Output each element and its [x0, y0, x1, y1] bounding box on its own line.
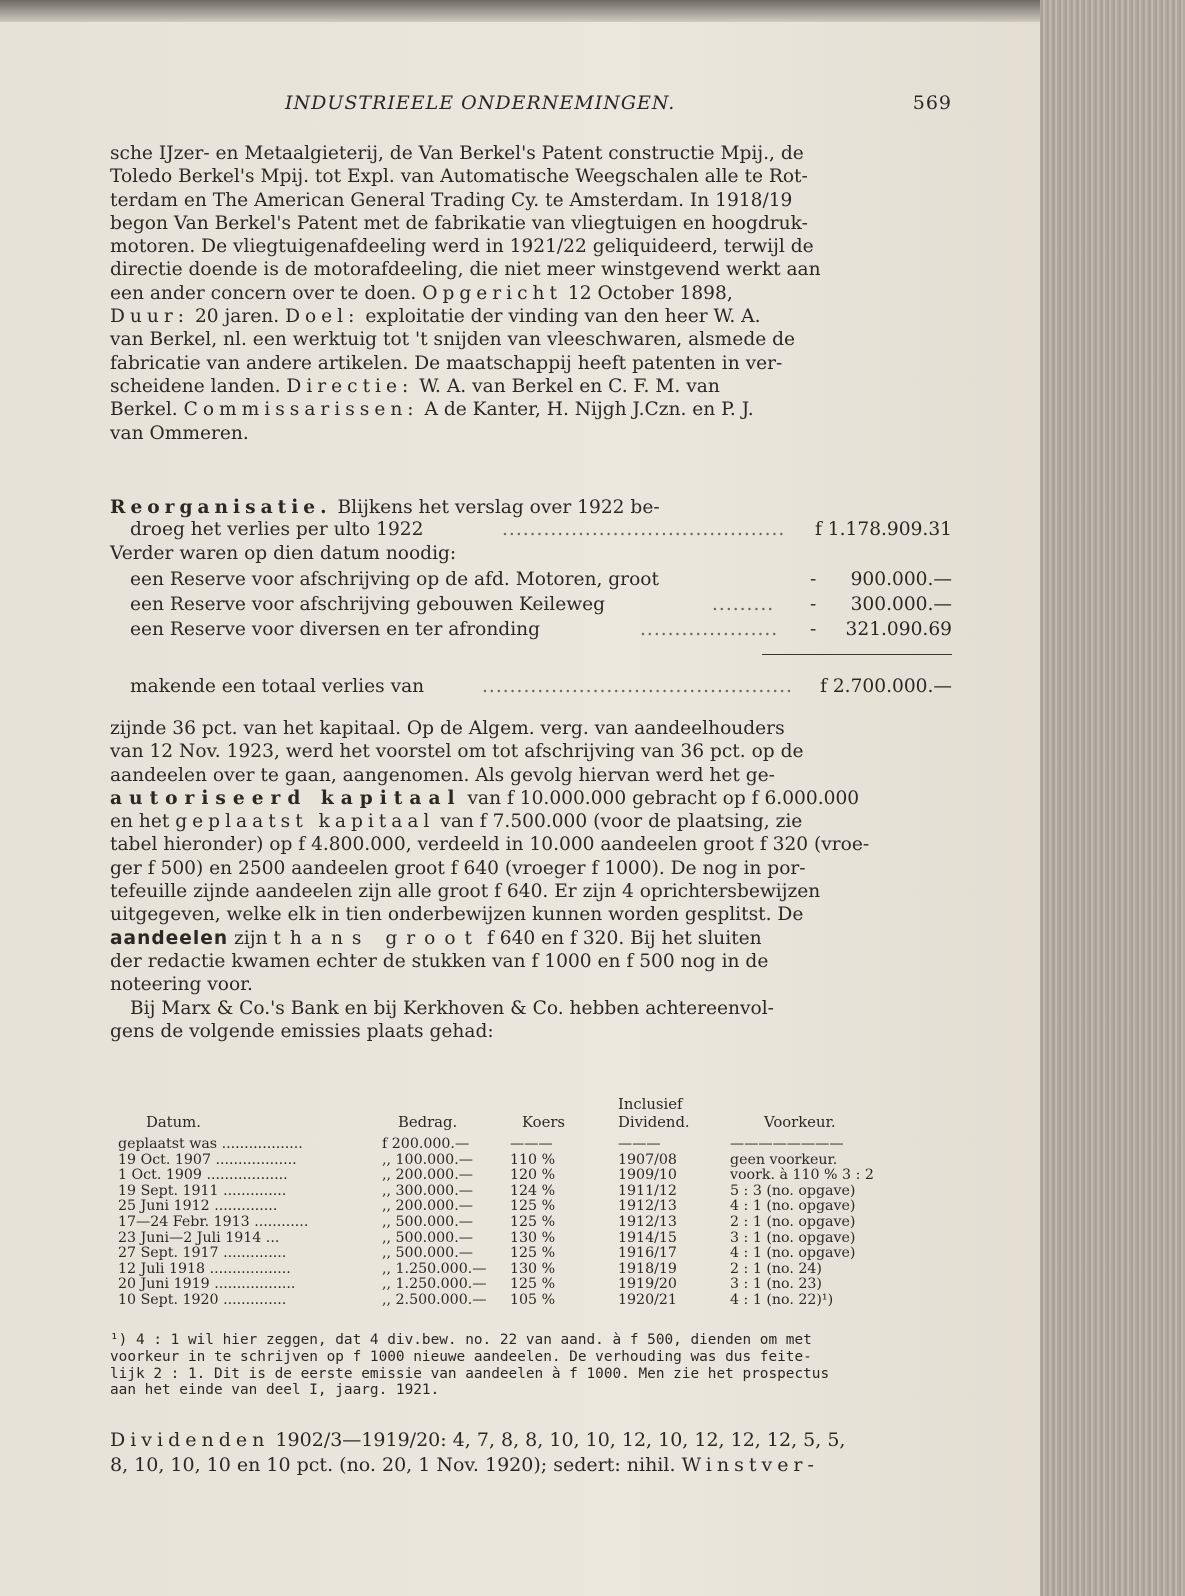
reserve-amount: 321.090.69: [845, 619, 952, 640]
text-line: scheidene landen. Directie: W. A. van Berkel en C. F. M. van: [110, 375, 720, 397]
winstverdeling-label: Winstver-: [681, 1454, 819, 1476]
paragraph-capital: [110, 717, 952, 1043]
cell-koers: 130 %: [510, 1260, 556, 1277]
duur-value: 20 jaren.: [194, 306, 280, 328]
table-row: [118, 1246, 888, 1262]
text-line: uitgegeven, welke elk in tien onderbewijzen kunnen worden gesplitst. De: [110, 904, 804, 926]
header-bedrag: Bedrag.: [398, 1114, 458, 1131]
text-line: aandeelen over te gaan, aangenomen. Als gevolg hiervan werd het ge-: [110, 764, 775, 786]
table-row: [118, 1262, 888, 1278]
table-row: [118, 1137, 888, 1153]
cell-koers: 125 %: [510, 1245, 556, 1262]
text-line: van Ommeren.: [110, 422, 249, 444]
text-line: Berkel. Commissarissen: A de Kanter, H. Nijgh J.Czn. en P. J.: [110, 399, 754, 421]
cell-koers: 124 %: [510, 1182, 556, 1199]
text-line: motoren. De vliegtuigenafdeeling werd in 1921/22 geliquideerd, terwijl de: [110, 236, 814, 258]
header-dividend: Dividend.: [618, 1114, 690, 1131]
cell-datum: 10 Sept. 1920 ..............: [118, 1292, 287, 1308]
cell-voorkeur: 2 : 1 (no. opgave): [730, 1214, 856, 1230]
cell-koers: 105 %: [510, 1292, 556, 1308]
text-line: gens de volgende emissies plaats gehad:: [110, 1020, 494, 1042]
total-amount: f 2.700.000.—: [820, 676, 952, 697]
dividenden-paragraph: [110, 1428, 952, 1478]
cell-bedrag: ,, 200.000.—: [382, 1198, 473, 1215]
text-line: en het geplaatst kapitaal van f 7.500.000 (voor de plaatsing, zie: [110, 811, 803, 833]
table-header-top: Inclusief: [618, 1096, 683, 1113]
text-line: tefeuille zijnde aandeelen zijn alle groot f 640. Er zijn 4 oprichtersbewijzen: [110, 881, 821, 903]
footnote: [110, 1332, 952, 1399]
cell-dividend: 1907/08: [618, 1151, 677, 1168]
cell-koers: 130 %: [510, 1229, 556, 1246]
text-line: Toledo Berkel's Mpij. tot Expl. van Automatische Weegschalen alle te Rot-: [110, 166, 808, 188]
table-row: [118, 1199, 888, 1215]
text-line: een ander concern over te doen. Opgericht 12 October 1898,: [110, 282, 733, 304]
cell-datum: 1 Oct. 1909 ..................: [118, 1167, 288, 1184]
table-header: [118, 1115, 888, 1131]
cell-bedrag: f 200.000.—: [382, 1136, 470, 1152]
cell-koers: ———: [510, 1136, 553, 1152]
cell-voorkeur: 4 : 1 (no. opgave): [730, 1198, 856, 1215]
cell-voorkeur: 3 : 1 (no. opgave): [730, 1229, 856, 1246]
cell-dividend: 1909/10: [618, 1167, 677, 1184]
footnote-line: aan het einde van deel I, jaarg. 1921.: [110, 1382, 440, 1399]
loss-row: droeg het verlies per ulto 1922 ......................................... f 1.178.909.31: [130, 519, 952, 540]
cell-voorkeur: 2 : 1 (no. 24): [730, 1260, 822, 1277]
cell-dividend: 1912/13: [618, 1198, 677, 1215]
footnote-line: lijk 2 : 1. Dit is de eerste emissie van aandeelen à f 1000. Men zie het prospectus: [110, 1365, 830, 1382]
book-page-edges: [1040, 0, 1185, 1596]
commissarissen-label: Commissarissen:: [183, 399, 419, 421]
header-voorkeur: Voorkeur.: [764, 1114, 836, 1131]
text-line: van 12 Nov. 1923, werd het voorstel om tot afschrijving van 36 pct. op de: [110, 741, 804, 763]
text-line: begon Van Berkel's Patent met de fabrikatie van vliegtuigen en hoogdruk-: [110, 212, 808, 234]
footnote-line: ¹) 4 : 1 wil hier zeggen, dat 4 div.bew. no. 22 van aand. à f 500, dienden om met: [110, 1332, 812, 1348]
cell-voorkeur: 3 : 1 (no. 23): [730, 1276, 822, 1293]
cell-dividend: 1920/21: [618, 1292, 677, 1308]
cell-dividend: ———: [618, 1136, 661, 1152]
text-line: noteering voor.: [110, 974, 253, 996]
cell-voorkeur: 4 : 1 (no. opgave): [730, 1245, 856, 1262]
opgericht-label: Opgericht: [422, 282, 562, 304]
scan-top-shadow: [0, 0, 1040, 22]
maatschappelijk-kapitaal-label: autoriseerd kapitaal: [110, 787, 462, 809]
table-row: [118, 1277, 888, 1293]
text-line: sche IJzer- en Metaalgieterij, de Van Berkel's Patent constructie Mpij., de: [110, 143, 804, 164]
text-line: terdam en The American General Trading Cy. te Amsterdam. In 1918/19: [110, 189, 793, 211]
cell-voorkeur: 4 : 1 (no. 22)¹): [730, 1292, 834, 1308]
text-line: 8, 10, 10, 10 en 10 pct. (no. 20, 1 Nov. 1920); sedert: nihil. Winstver-: [110, 1454, 819, 1476]
table-row: [118, 1231, 888, 1247]
sum-rule: [762, 654, 952, 655]
loss-amount: f 1.178.909.31: [815, 519, 952, 540]
cell-datum: geplaatst was ..................: [118, 1136, 303, 1152]
header-datum: Datum.: [146, 1114, 201, 1131]
cell-bedrag: ,, 100.000.—: [382, 1151, 473, 1168]
thans-groot-label: thans groot: [273, 927, 482, 949]
table-row: [118, 1293, 888, 1309]
cell-datum: 23 Juni—2 Juli 1914 ...: [118, 1229, 280, 1246]
aandeelen-label: aandeelen: [110, 927, 229, 949]
cell-dividend: 1912/13: [618, 1214, 677, 1230]
cell-dividend: 1919/20: [618, 1276, 677, 1293]
reserve-amount: 900.000.—: [850, 569, 952, 590]
table-row: [118, 1168, 888, 1184]
reserve-row: een Reserve voor diversen en ter afronding .................... - 321.090.69: [130, 619, 952, 640]
cell-dividend: 1911/12: [618, 1182, 677, 1199]
table-row: [118, 1215, 888, 1231]
reserve-row: een Reserve voor afschrijving op de afd. Motoren, groot - 900.000.—: [130, 569, 952, 590]
cell-datum: 19 Sept. 1911 ..............: [118, 1182, 287, 1199]
header-koers: Koers: [522, 1114, 565, 1131]
cell-voorkeur: 5 : 3 (no. opgave): [730, 1182, 856, 1199]
dividenden-label: Dividenden: [110, 1429, 270, 1451]
cell-koers: 125 %: [510, 1198, 556, 1215]
verder-line: Verder waren op dien datum noodig:: [110, 543, 457, 564]
reorganisatie-heading-line: [110, 496, 952, 519]
reorganisatie-intro: Blijkens het verslag over 1922 be-: [337, 497, 660, 518]
cell-dividend: 1916/17: [618, 1245, 677, 1262]
text-line: der redactie kwamen echter de stukken van f 1000 en f 500 nog in de: [110, 950, 769, 972]
cell-voorkeur: voork. à 110 % 3 : 2: [730, 1167, 874, 1184]
cell-dividend: 1914/15: [618, 1229, 677, 1246]
text-line: tabel hieronder) op f 4.800.000, verdeeld in 10.000 aandeelen groot f 320 (vroe-: [110, 834, 870, 856]
text-line: [110, 305, 952, 328]
text-line: Bij Marx & Co.'s Bank en bij Kerkhoven & Co. hebben achtereenvol-: [130, 997, 774, 1019]
cell-koers: 120 %: [510, 1167, 556, 1184]
cell-bedrag: ,, 300.000.—: [382, 1182, 473, 1199]
header-title: INDUSTRIEELE ONDERNEMINGEN.: [285, 92, 676, 114]
doel-value: exploitatie der vinding van den heer W. A.: [365, 306, 761, 328]
text-line: zijnde 36 pct. van het kapitaal. Op de Algem. verg. van aandeelhouders: [110, 718, 785, 739]
text-line: Dividenden 1902/3—1919/20: 4, 7, 8, 8, 10, 10, 12, 10, 12, 12, 12, 5, 5,: [110, 1429, 846, 1451]
text-line: van Berkel, nl. een werktuig tot 't snijden van vleeschwaren, alsmede de: [110, 329, 796, 351]
cell-datum: 17—24 Febr. 1913 ............: [118, 1214, 309, 1230]
text-line: directie doende is de motorafdeeling, die niet meer winstgevend werkt aan: [110, 259, 821, 281]
doel-label: Doel:: [285, 306, 360, 328]
duur-label: Duur:: [110, 306, 190, 328]
commissarissen-value: A de Kanter, H. Nijgh J.Czn. en P. J.: [424, 399, 754, 421]
text-line: aandeelen zijn thans groot f 640 en f 320. Bij het sluiten: [110, 927, 762, 949]
cell-datum: 27 Sept. 1917 ..............: [118, 1245, 287, 1262]
cell-bedrag: ,, 500.000.—: [382, 1245, 473, 1262]
cell-koers: 125 %: [510, 1276, 556, 1293]
cell-bedrag: ,, 500.000.—: [382, 1229, 473, 1246]
geplaatst-kapitaal-label: geplaatst kapitaal: [175, 811, 435, 833]
cell-bedrag: ,, 2.500.000.—: [382, 1292, 487, 1308]
cell-datum: 20 Juni 1919 ..................: [118, 1276, 296, 1293]
footnote-line: voorkeur in te schrijven op f 1000 nieuwe aandeelen. De verhouding was dus feite-: [110, 1348, 812, 1365]
cell-koers: 125 %: [510, 1214, 556, 1230]
directie-value: W. A. van Berkel en C. F. M. van: [419, 375, 720, 397]
cell-voorkeur: ————————: [730, 1136, 844, 1152]
page-number: 569: [912, 92, 952, 114]
text-line: autoriseerd kapitaal van f 10.000.000 gebracht op f 6.000.000: [110, 787, 860, 809]
cell-datum: 25 Juni 1912 ..............: [118, 1198, 278, 1215]
table-row: [118, 1184, 888, 1200]
directie-label: Directie:: [286, 375, 414, 397]
cell-datum: 12 Juli 1918 ..................: [118, 1260, 291, 1277]
reserve-amount: 300.000.—: [850, 594, 952, 615]
reorganisatie-label: Reorganisatie.: [110, 497, 332, 518]
cell-bedrag: ,, 200.000.—: [382, 1167, 473, 1184]
paragraph-company-history: [110, 142, 952, 445]
reserve-row: een Reserve voor afschrijving gebouwen Keileweg ......... - 300.000.—: [130, 594, 952, 615]
text-line: ger f 500) en 2500 aandeelen groot f 640 (vroeger f 1000). De nog in por-: [110, 857, 806, 879]
opgericht-value: 12 October 1898,: [567, 282, 733, 304]
cell-voorkeur: geen voorkeur.: [730, 1151, 838, 1168]
cell-bedrag: ,, 1.250.000.—: [382, 1260, 487, 1277]
cell-koers: 110 %: [510, 1151, 556, 1168]
total-row: makende een totaal verlies van ............................................. f 2.700.000.—: [130, 676, 952, 697]
cell-bedrag: ,, 500.000.—: [382, 1214, 473, 1230]
cell-datum: 19 Oct. 1907 ..................: [118, 1151, 297, 1168]
cell-dividend: 1918/19: [618, 1260, 677, 1277]
text-line: fabricatie van andere artikelen. De maatschappij heeft patenten in ver-: [110, 352, 783, 374]
cell-bedrag: ,, 1.250.000.—: [382, 1276, 487, 1293]
